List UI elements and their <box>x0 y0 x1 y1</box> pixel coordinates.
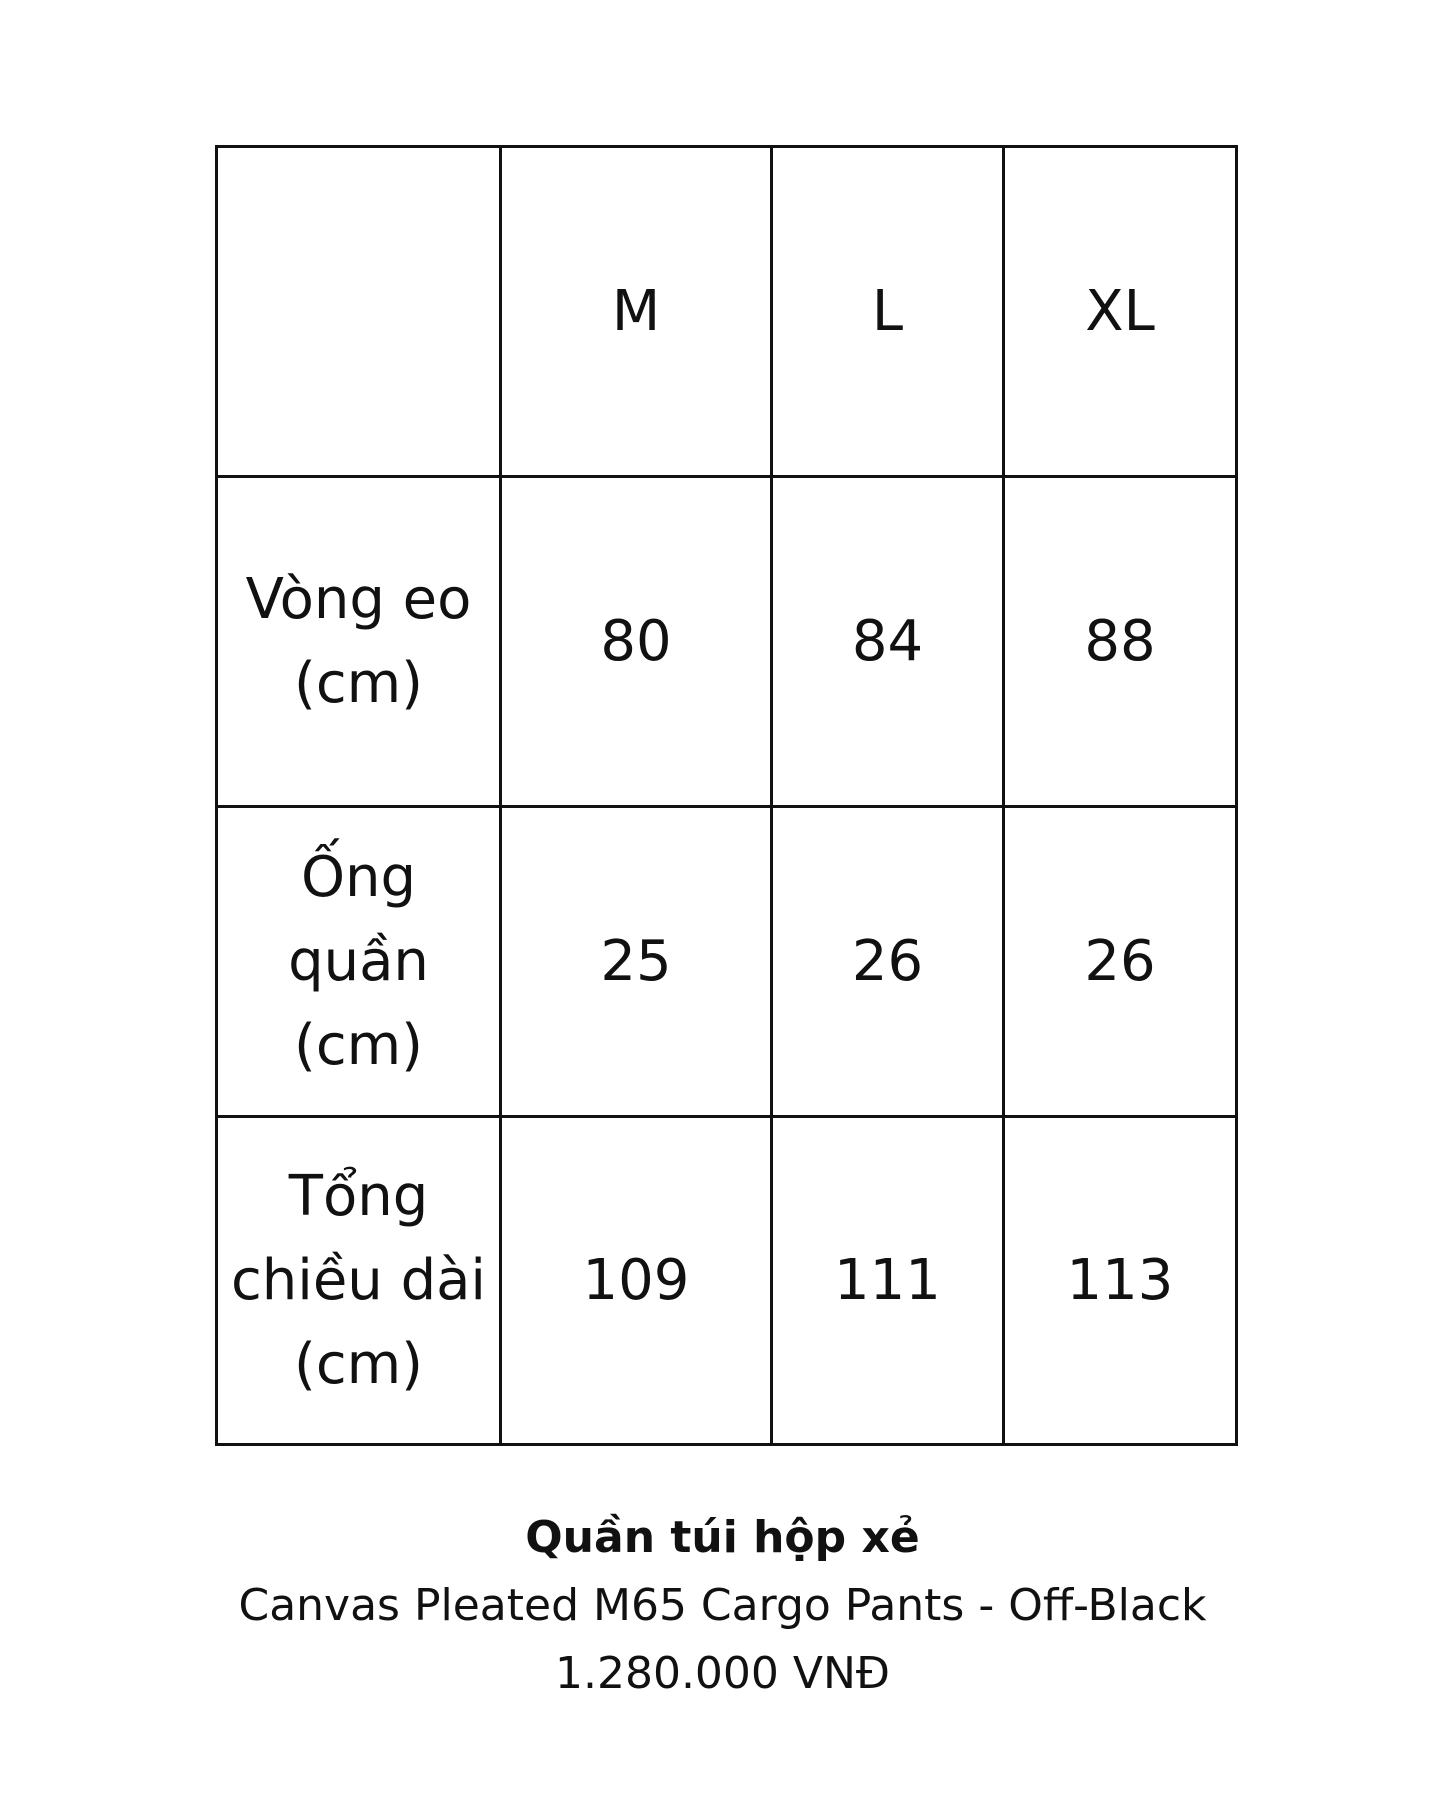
row-label-line: (cm) <box>293 650 424 716</box>
size-header-xl: XL <box>1004 147 1237 477</box>
row-label-leg-opening <box>217 807 501 1117</box>
corner-cell <box>217 147 501 477</box>
product-price: 1.280.000 VNĐ <box>554 1648 891 1699</box>
leg-opening-value-m: 25 <box>501 807 772 1117</box>
product-title: Quần túi hộp xẻ <box>525 1512 920 1563</box>
row-label-total-length <box>217 1117 501 1445</box>
row-label-line: Vòng eo <box>245 566 472 632</box>
row-label-line: quần <box>288 928 429 994</box>
row-label-line: (cm) <box>293 1012 424 1078</box>
total-length-value-l: 111 <box>772 1117 1004 1445</box>
waist-value-xl: 88 <box>1004 477 1237 807</box>
row-label-waist <box>217 477 501 807</box>
table-row-total-length <box>217 1117 1237 1445</box>
size-chart-table <box>215 145 1238 1446</box>
waist-value-m: 80 <box>501 477 772 807</box>
leg-opening-value-xl: 26 <box>1004 807 1237 1117</box>
size-header-l: L <box>772 147 1004 477</box>
row-label-line: chiều dài <box>230 1247 486 1313</box>
total-length-value-xl: 113 <box>1004 1117 1237 1445</box>
product-name: Canvas Pleated M65 Cargo Pants - Off-Black <box>238 1580 1207 1631</box>
leg-opening-value-l: 26 <box>772 807 1004 1117</box>
size-header-m: M <box>501 147 772 477</box>
total-length-value-m: 109 <box>501 1117 772 1445</box>
row-label-line: (cm) <box>293 1331 424 1397</box>
table-row-leg-opening <box>217 807 1237 1117</box>
waist-value-l: 84 <box>772 477 1004 807</box>
row-label-line: Ống <box>300 844 417 910</box>
size-header-row <box>217 147 1237 477</box>
table-row-waist <box>217 477 1237 807</box>
row-label-line: Tổng <box>288 1163 429 1229</box>
